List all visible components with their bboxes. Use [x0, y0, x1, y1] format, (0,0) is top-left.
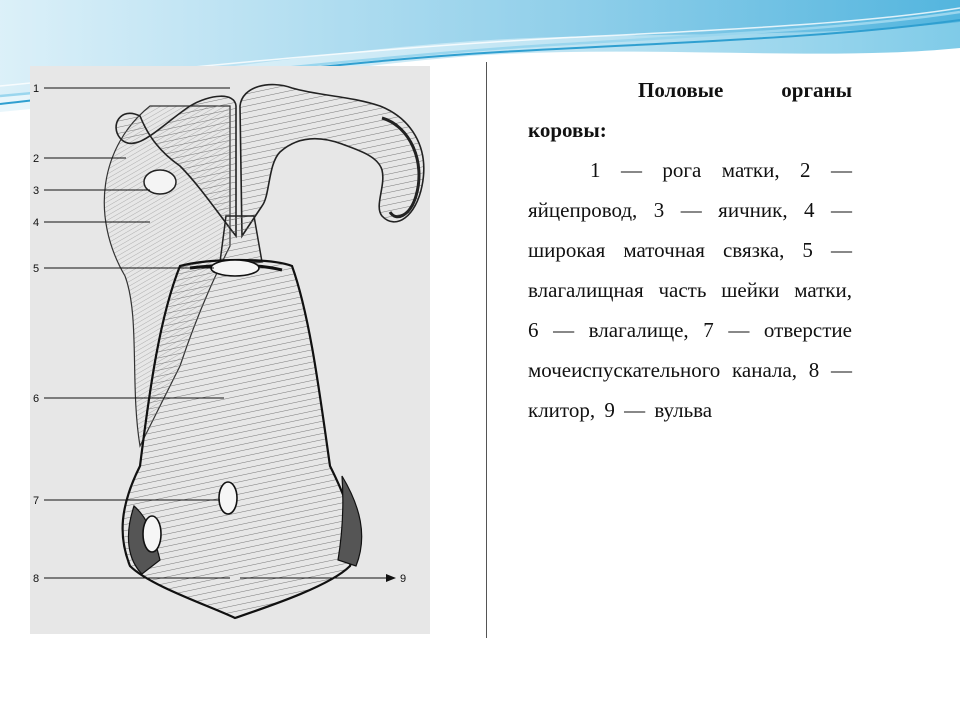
urethral-opening-shape: [219, 482, 237, 514]
figure-label-7: 7: [33, 495, 40, 507]
figure-label-3: 3: [33, 185, 40, 197]
figure-label-8: 8: [33, 573, 40, 585]
uterine-body-shape: [220, 216, 262, 262]
anatomy-illustration: [30, 66, 430, 634]
caption-block: [528, 70, 852, 430]
right-uterine-horn-shape: [240, 85, 424, 236]
cervix-vaginal-part-shape: [211, 260, 259, 276]
figure-label-9: 9: [400, 573, 407, 585]
clitoris-shape: [143, 516, 161, 552]
figure-label-2: 2: [33, 153, 40, 165]
vertical-divider: [486, 62, 487, 638]
caption-body: 1 — рога матки, 2 — яйцепровод, 3 — яичник, 4 — широкая маточная связка, 5 — влагалищная часть шейки матки, 6 — влагалище, 7 — отверстие мочеиспускательного канала, 8 — клитор, 9 — вульва: [528, 158, 852, 422]
figure-label-1: 1: [33, 83, 40, 95]
caption-title: Половые органы коровы:: [528, 78, 852, 142]
figure-panel: [30, 66, 430, 634]
figure-label-5: 5: [33, 263, 40, 275]
figure-label-4: 4: [33, 217, 40, 229]
figure-label-6: 6: [33, 393, 40, 405]
